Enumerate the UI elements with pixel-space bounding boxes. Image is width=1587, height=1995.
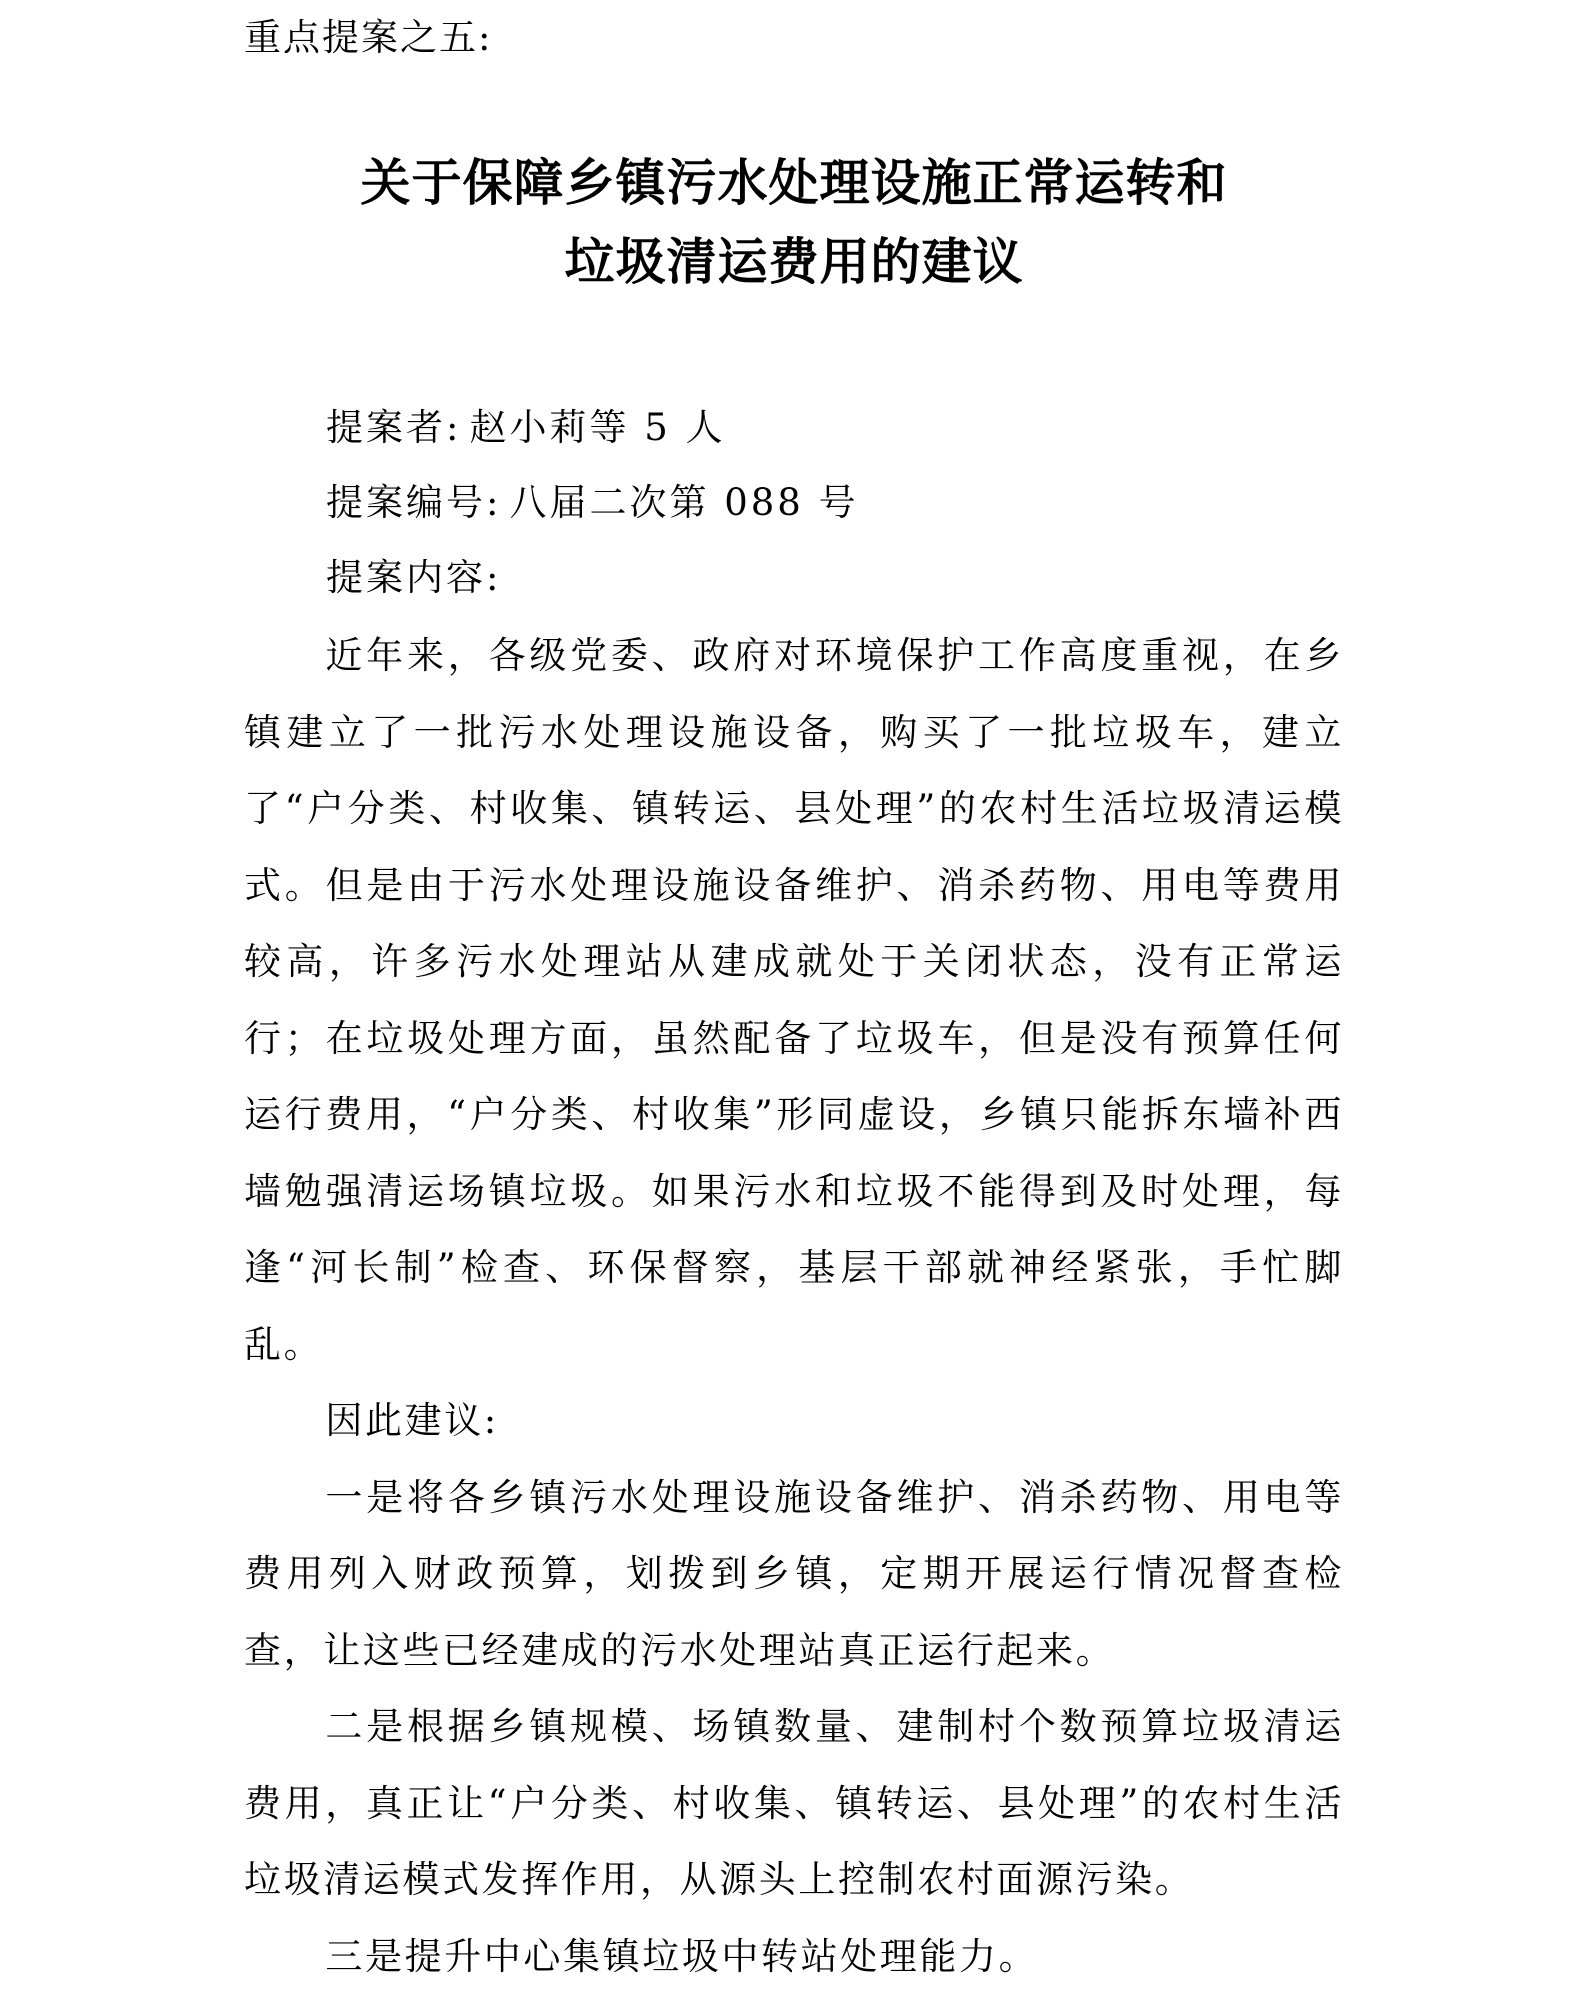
proposal-kicker: 重点提案之五:	[244, 8, 492, 68]
proposer-label: 提案者:	[326, 406, 461, 449]
body-paragraph-background: 近年来，各级党委、政府对环境保护工作高度重视，在乡镇建立了一批污水处理设施设备，购买了一批垃圾车，建立了“户分类、村收集、镇转运、县处理”的农村生活垃圾清运模式。但是由于污水处理设施设备维护、消杀药物、用电等费用较高，许多污水处理站从建成就处于关闭状态，没有正常运行；在垃圾处理方面，虽然配备了垃圾车，但是没有预算任何运行费用，“户分类、村收集”形同虚设，乡镇只能拆东墙补西墙勉强清运场镇垃圾。如果污水和垃圾不能得到及时处理，每逢“河长制”检查、环保督察，基层干部就神经紧张，手忙脚乱。	[244, 618, 1344, 1383]
body-paragraph-suggestion-1: 一是将各乡镇污水处理设施设备维护、消杀药物、用电等费用列入财政预算，划拨到乡镇，定期开展运行情况督查检查，让这些已经建成的污水处理站真正运行起来。	[244, 1460, 1344, 1690]
body-paragraph-suggestions-intro: 因此建议:	[244, 1383, 1344, 1460]
body-paragraph-suggestion-2: 二是根据乡镇规模、场镇数量、建制村个数预算垃圾清运费用，真正让“户分类、村收集、镇转运、县处理”的农村生活垃圾清运模式发挥作用，从源头上控制农村面源污染。	[244, 1689, 1344, 1919]
document-title-line-1: 关于保障乡镇污水处理设施正常运转和	[244, 143, 1344, 223]
proposal-number-value: 八届二次第 088 号	[509, 481, 858, 524]
proposer-row	[326, 398, 726, 458]
proposal-content-heading: 提案内容:	[326, 548, 501, 608]
proposal-number-row	[326, 473, 859, 533]
proposal-body	[244, 618, 1344, 1995]
body-paragraph-suggestion-3: 三是提升中心集镇垃圾中转站处理能力。	[244, 1919, 1344, 1995]
proposer-value: 赵小莉等 5 人	[469, 406, 725, 449]
document-title-line-2: 垃圾清运费用的建议	[244, 222, 1344, 302]
proposal-number-label: 提案编号:	[326, 481, 501, 524]
